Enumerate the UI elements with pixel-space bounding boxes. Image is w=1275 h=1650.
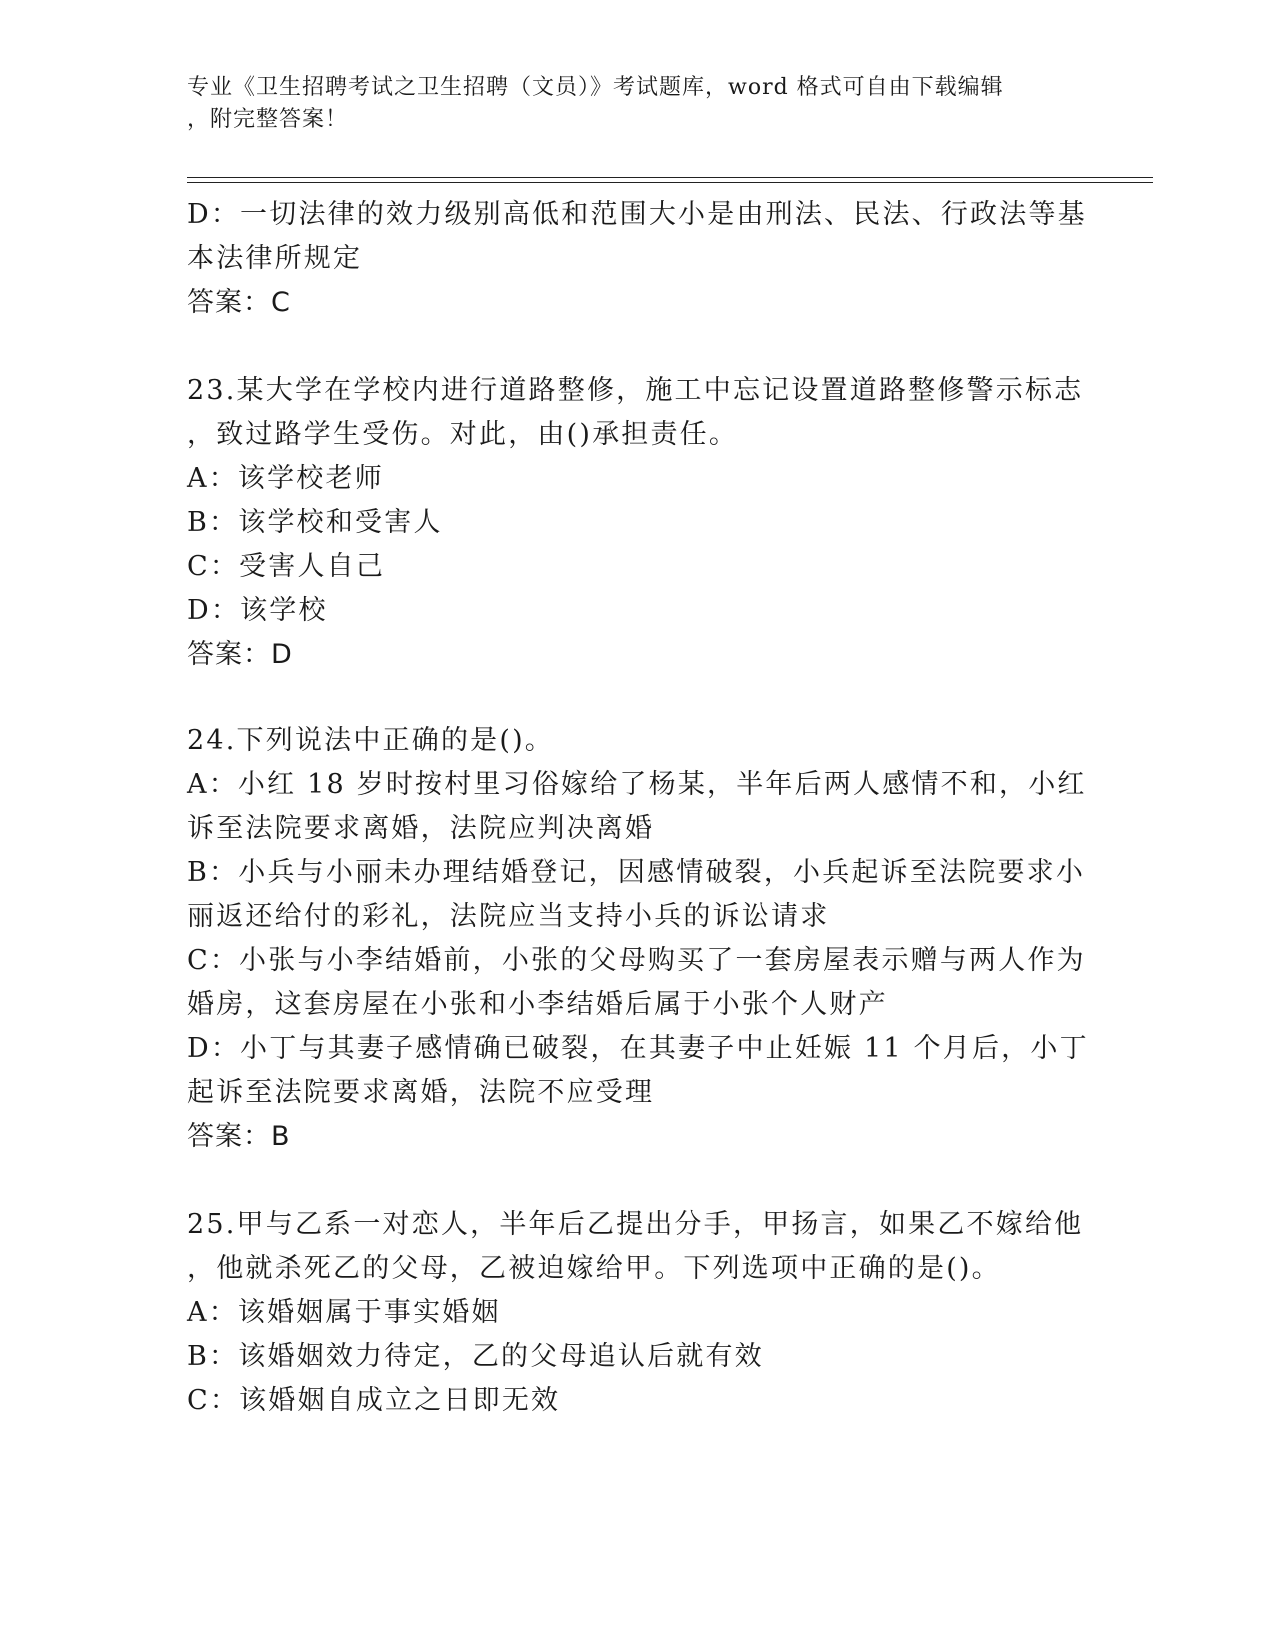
q24-option-b-line-1: B：小兵与小丽未办理结婚登记，因感情破裂，小兵起诉至法院要求小 — [187, 857, 1086, 888]
q24-option-c-line-2: 婚房，这套房屋在小张和小李结婚后属于小张个人财产 — [187, 989, 888, 1020]
q23-option-d: D：该学校 — [187, 595, 328, 626]
q24-stem: 24.下列说法中正确的是()。 — [187, 725, 555, 756]
prev-option-d-line-1: D：一切法律的效力级别高低和范围大小是由刑法、民法、行政法等基 — [187, 199, 1087, 230]
q25-stem-line-1: 25.甲与乙系一对恋人，半年后乙提出分手，甲扬言，如果乙不嫁给他 — [187, 1209, 1084, 1240]
q25-option-b: B：该婚姻效力待定，乙的父母追认后就有效 — [187, 1341, 764, 1372]
header-rule-top — [187, 177, 1153, 178]
q23-answer: 答案：D — [187, 639, 293, 670]
q24-option-c-line-1: C：小张与小李结婚前，小张的父母购买了一套房屋表示赠与两人作为 — [187, 945, 1086, 976]
q24-answer: 答案：B — [187, 1121, 291, 1152]
document-header — [187, 72, 1067, 136]
header-rule-bottom — [187, 182, 1153, 183]
q24-option-a-line-2: 诉至法院要求离婚，法院应判决离婚 — [187, 813, 655, 844]
q24-option-d-line-1: D：小丁与其妻子感情确已破裂，在其妻子中止妊娠 11 个月后，小丁 — [187, 1033, 1089, 1064]
q25-option-a: A：该婚姻属于事实婚姻 — [187, 1297, 501, 1328]
q25-option-c: C：该婚姻自成立之日即无效 — [187, 1385, 561, 1416]
q24-option-d-line-2: 起诉至法院要求离婚，法院不应受理 — [187, 1077, 655, 1108]
prev-answer: 答案：C — [187, 287, 291, 318]
q24-option-a-line-1: A：小红 18 岁时按村里习俗嫁给了杨某，半年后两人感情不和，小红 — [187, 769, 1087, 800]
q23-stem-line-1: 23.某大学在学校内进行道路整修，施工中忘记设置道路整修警示标志 — [187, 375, 1084, 406]
q23-stem-line-2: ，致过路学生受伤。对此，由()承担责任。 — [187, 419, 739, 450]
prev-option-d-line-2: 本法律所规定 — [187, 243, 363, 274]
header-line-2: ，附完整答案！ — [187, 107, 349, 132]
q23-option-b: B：该学校和受害人 — [187, 507, 443, 538]
q23-option-a: A：该学校老师 — [187, 463, 384, 494]
q23-option-c: C：受害人自己 — [187, 551, 386, 582]
q25-stem-line-2: ，他就杀死乙的父母，乙被迫嫁给甲。下列选项中正确的是()。 — [187, 1253, 1001, 1284]
header-line-1: 专业《卫生招聘考试之卫生招聘（文员）》考试题库，word 格式可自由下载编辑 — [187, 75, 1004, 100]
q24-option-b-line-2: 丽返还给付的彩礼，法院应当支持小兵的诉讼请求 — [187, 901, 830, 932]
